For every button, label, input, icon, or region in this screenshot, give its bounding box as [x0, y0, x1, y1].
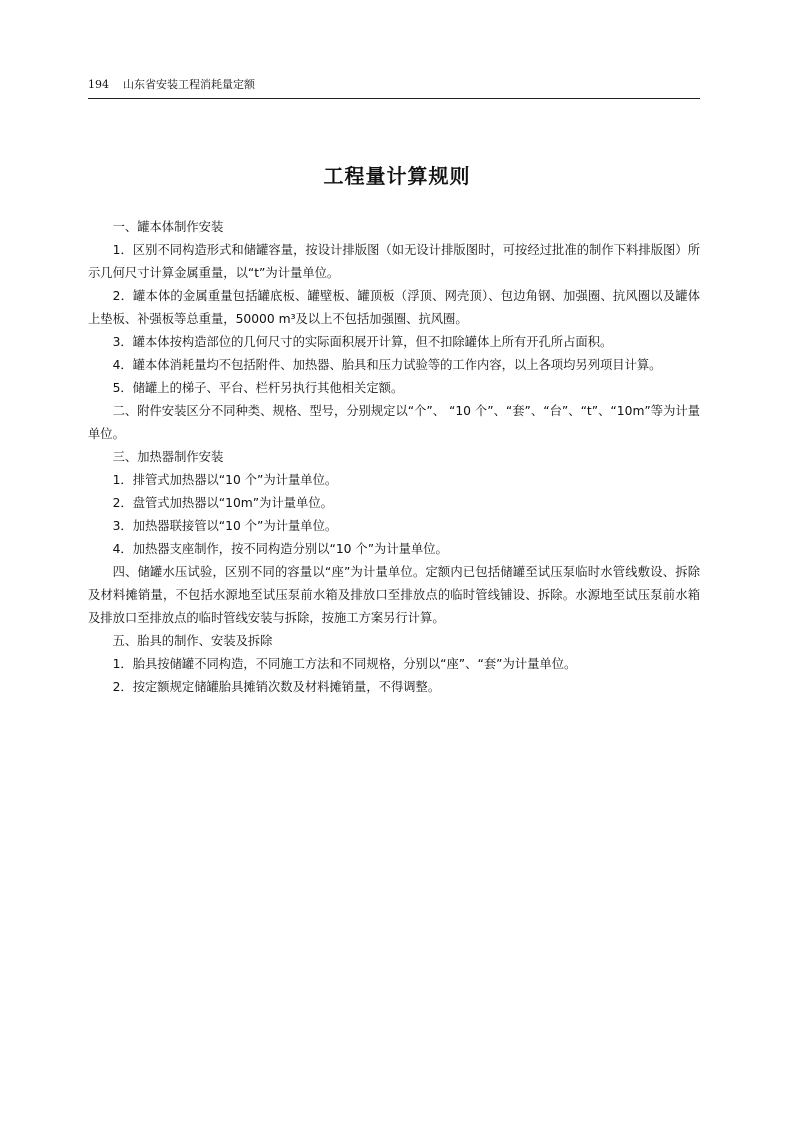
paragraph: 2．罐本体的金属重量包括罐底板、罐壁板、罐顶板（浮顶、网壳顶）、包边角钢、加强圈、抗风圈以及罐体上垫板、补强板等总重量，50000 m³及以上不包括加强圈、抗风圈。 [88, 289, 700, 326]
paragraph: 一、罐本体制作安装 [112, 220, 224, 234]
paragraph: 四、储罐水压试验，区别不同的容量以“座”为计量单位。定额内已包括储罐至试压泵临时水管线敷设、拆除及材料摊销量，不包括水源地至试压泵前水箱及排放口至排放点的临时管线铺设、拆除。水源地至试压泵前水箱及排放口至排放点的临时管线安装与拆除，按施工方案另行计算。 [88, 565, 700, 625]
paragraph: 5．储罐上的梯子、平台、栏杆另执行其他相关定额。 [112, 381, 404, 395]
paragraph: 3．加热器联接管以“10 个”为计量单位。 [112, 519, 338, 533]
paragraph: 1．排管式加热器以“10 个”为计量单位。 [112, 473, 338, 487]
paragraph: 1．区别不同构造形式和储罐容量，按设计排版图（如无设计排版图时，可按经过批准的制作下料排版图）所示几何尺寸计算金属重量，以“t”为计量单位。 [88, 243, 700, 280]
paragraph: 4．加热器支座制作，按不同构造分别以“10 个”为计量单位。 [112, 542, 448, 556]
paragraph: 五、胎具的制作、安装及拆除 [112, 634, 273, 648]
paragraph: 4．罐本体消耗量均不包括附件、加热器、胎具和压力试验等的工作内容，以上各项均另列项目计算。 [112, 358, 662, 372]
paragraph: 3．罐本体按构造部位的几何尺寸的实际面积展开计算，但不扣除罐体上所有开孔所占面积。 [112, 335, 613, 349]
paragraph: 1．胎具按储罐不同构造，不同施工方法和不同规格，分别以“座”、“套”为计量单位。 [112, 657, 577, 671]
paragraph: 2．按定额规定储罐胎具摊销次数及材料摊销量，不得调整。 [112, 680, 441, 694]
page-title: 工程量计算规则 [323, 164, 471, 188]
paragraph: 2．盘管式加热器以“10m”为计量单位。 [112, 496, 333, 510]
page-number: 194 [88, 78, 109, 91]
document-body [88, 216, 700, 699]
page-header [88, 76, 700, 99]
book-title: 山东省安装工程消耗量定额 [123, 78, 255, 91]
paragraph: 二、附件安装区分不同种类、规格、型号，分别规定以“个”、 “10 个”、“套”、“台”、“t”、“10m”等为计量单位。 [88, 404, 700, 441]
paragraph: 三、加热器制作安装 [112, 450, 224, 464]
